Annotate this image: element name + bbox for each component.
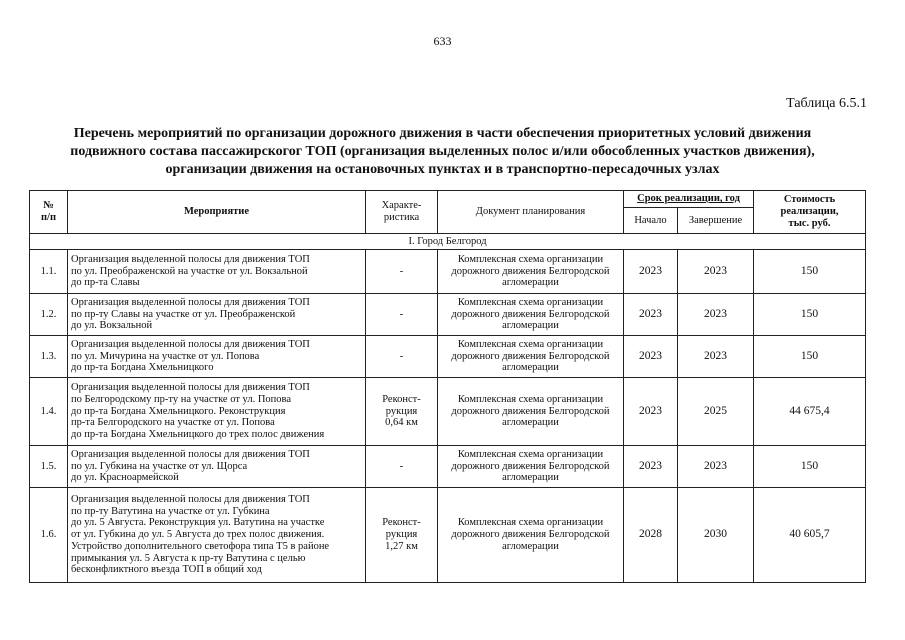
row-activity: Организация выделенной полосы для движения ТОП по пр-ту Ватутина на участке от ул. Губкина до ул. 5 Августа. Реконструкция ул. Ватутина на участке от ул. Губкина до ул. 5 Августа до трех полос движения. Устройство дополнительного светофора типа Т5 в районе примыкания ул. 5 Августа к пр-ту Ватутина с целью бесконфликтного въезда ТОП в общий ход [68, 488, 366, 583]
row-number: 1.5. [30, 446, 68, 488]
row-number: 1.1. [30, 250, 68, 294]
row-number: 1.2. [30, 294, 68, 336]
page-number: 633 [433, 34, 452, 48]
row-document: Комплексная схема организации дорожного движения Белгородской агломерации [438, 488, 624, 583]
row-start-year: 2028 [624, 488, 678, 583]
table-row [30, 446, 866, 488]
row-end-year: 2023 [678, 250, 754, 294]
row-start-year: 2023 [624, 336, 678, 378]
row-activity: Организация выделенной полосы для движения ТОП по ул. Мичурина на участке от ул. Попова до пр-та Богдана Хмельницкого [68, 336, 366, 378]
row-activity: Организация выделенной полосы для движения ТОП по ул. Преображенской на участке от ул. Вокзальной до пр-та Славы [68, 250, 366, 294]
row-start-year: 2023 [624, 294, 678, 336]
row-end-year: 2023 [678, 294, 754, 336]
row-characteristic: - [366, 446, 438, 488]
table-row [30, 488, 866, 583]
row-cost: 150 [754, 294, 866, 336]
header-document: Документ планирования [438, 191, 624, 234]
row-document: Комплексная схема организации дорожного движения Белгородской агломерации [438, 250, 624, 294]
row-cost: 150 [754, 446, 866, 488]
title-line: подвижного состава пассажирскогог ТОП (организация выделенных полос и/или обособленных участков движения), [70, 144, 815, 159]
header-period: Срок реализации, год [624, 191, 754, 208]
header-cost: Стоимость реализации, тыс. руб. [754, 191, 866, 234]
row-activity: Организация выделенной полосы для движения ТОП по пр-ту Славы на участке от ул. Преображенской до ул. Вокзальной [68, 294, 366, 336]
row-activity: Организация выделенной полосы для движения ТОП по Белгородскому пр-ту на участке от ул. Попова до пр-та Богдана Хмельницкого. Реконструкция пр-та Белгородского на участке от ул. Попова до пр-та Богдана Хмельницкого до трех полос движения [68, 378, 366, 446]
row-start-year: 2023 [624, 378, 678, 446]
header-start: Начало [624, 208, 678, 234]
row-cost: 150 [754, 336, 866, 378]
row-document: Комплексная схема организации дорожного движения Белгородской агломерации [438, 294, 624, 336]
row-number: 1.4. [30, 378, 68, 446]
row-characteristic: - [366, 294, 438, 336]
row-end-year: 2023 [678, 446, 754, 488]
row-characteristic: - [366, 250, 438, 294]
row-end-year: 2030 [678, 488, 754, 583]
row-document: Комплексная схема организации дорожного движения Белгородской агломерации [438, 446, 624, 488]
table-row [30, 336, 866, 378]
row-activity: Организация выделенной полосы для движения ТОП по ул. Губкина на участке от ул. Щорса до ул. Красноармейской [68, 446, 366, 488]
title-line: Перечень мероприятий по организации дорожного движения в части обеспечения приоритетных условий движения [73, 126, 812, 141]
row-start-year: 2023 [624, 446, 678, 488]
header-characteristic: Характе- ристика [366, 191, 438, 234]
row-end-year: 2023 [678, 336, 754, 378]
table-row [30, 294, 866, 336]
row-characteristic: Реконст- рукция 0,64 км [366, 378, 438, 446]
row-number: 1.6. [30, 488, 68, 583]
document-title [30, 125, 855, 179]
row-characteristic: Реконст- рукция 1,27 км [366, 488, 438, 583]
title-line: организации движения на остановочных пунктах и в транспортно-пересадочных узлах [165, 162, 720, 177]
header-activity: Мероприятие [68, 191, 366, 234]
table-row [30, 250, 866, 294]
row-end-year: 2025 [678, 378, 754, 446]
row-start-year: 2023 [624, 250, 678, 294]
row-document: Комплексная схема организации дорожного движения Белгородской агломерации [438, 336, 624, 378]
row-characteristic: - [366, 336, 438, 378]
row-cost: 44 675,4 [754, 378, 866, 446]
row-cost: 150 [754, 250, 866, 294]
header-num: № п/п [30, 191, 68, 234]
row-number: 1.3. [30, 336, 68, 378]
row-document: Комплексная схема организации дорожного движения Белгородской агломерации [438, 378, 624, 446]
measures-table [29, 190, 866, 583]
table-row [30, 378, 866, 446]
section-heading: I. Город Белгород [30, 234, 866, 250]
row-cost: 40 605,7 [754, 488, 866, 583]
header-end: Завершение [678, 208, 754, 234]
table-label: Таблица 6.5.1 [786, 96, 867, 111]
